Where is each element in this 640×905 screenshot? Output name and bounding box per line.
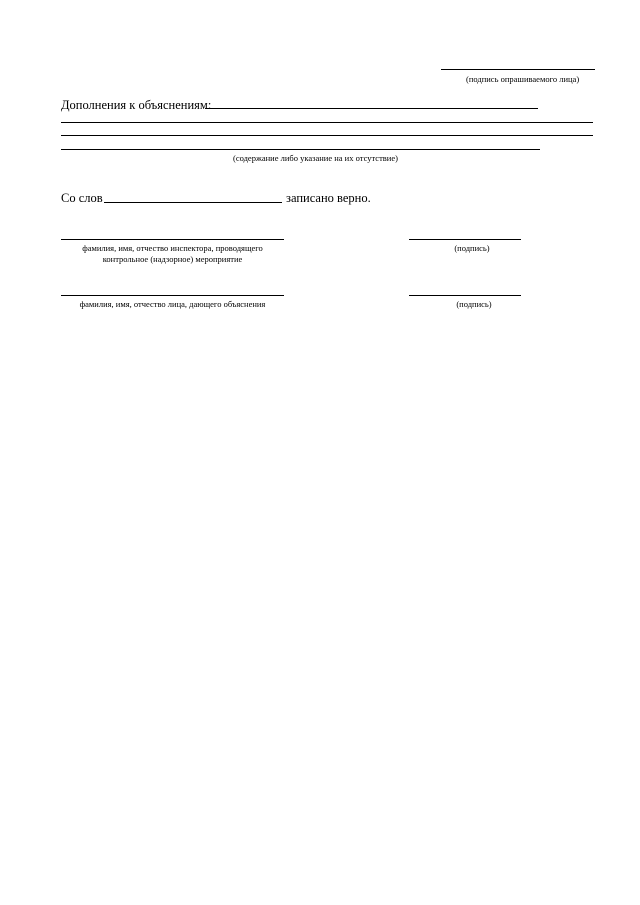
respondent-signature-caption: (подпись) bbox=[456, 299, 492, 309]
respondent-name-caption: фамилия, имя, отчество лица, дающего объяснения bbox=[79, 299, 266, 309]
respondent-signature-line[interactable] bbox=[409, 295, 521, 296]
verification-name-line[interactable] bbox=[104, 202, 282, 203]
verification-suffix: записано верно. bbox=[286, 191, 371, 205]
additions-line-3[interactable] bbox=[61, 135, 593, 136]
top-signature-line[interactable] bbox=[441, 69, 595, 70]
inspector-name-line[interactable] bbox=[61, 239, 284, 240]
additions-line-2[interactable] bbox=[61, 122, 593, 123]
additions-line-1[interactable] bbox=[205, 108, 538, 109]
additions-caption: (содержание либо указание на их отсутствие) bbox=[233, 153, 398, 163]
verification-prefix: Со слов bbox=[61, 191, 103, 205]
inspector-signature-caption: (подпись) bbox=[454, 243, 490, 253]
inspector-name-caption-1: фамилия, имя, отчество инспектора, проводящего bbox=[82, 243, 263, 253]
inspector-signature-line[interactable] bbox=[409, 239, 521, 240]
top-signature-caption: (подпись опрашиваемого лица) bbox=[466, 74, 580, 84]
inspector-name-caption-2: контрольное (надзорное) мероприятие bbox=[102, 254, 243, 264]
additions-label: Дополнения к объяснениям: bbox=[61, 98, 212, 112]
additions-line-4[interactable] bbox=[61, 149, 540, 150]
respondent-name-line[interactable] bbox=[61, 295, 284, 296]
